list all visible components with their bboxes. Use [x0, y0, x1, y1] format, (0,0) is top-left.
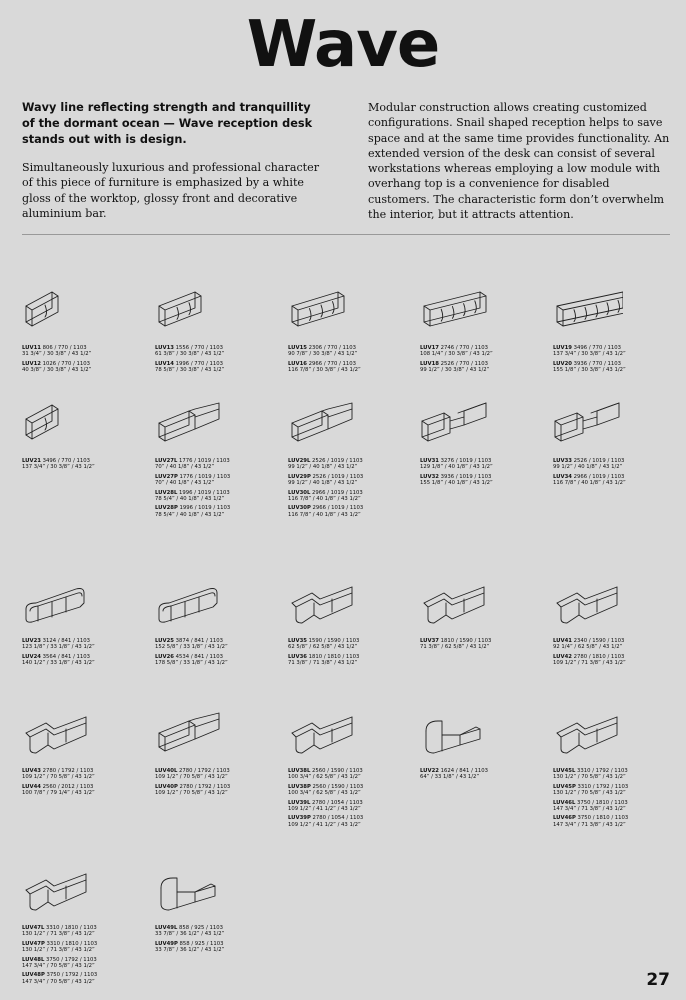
desk-illustration-icon	[22, 862, 92, 918]
model-code: LUV19	[553, 345, 572, 351]
spec-entry	[553, 345, 685, 358]
product-item	[22, 862, 154, 988]
spec-entry	[22, 784, 154, 797]
model-code: LUV20	[553, 360, 572, 367]
product-specs	[420, 458, 552, 487]
metric-dimensions: 3310 / 1810 / 1103	[46, 940, 98, 947]
model-code: LUV21	[22, 458, 41, 464]
desk-illustration-icon	[553, 395, 623, 451]
desk-illustration-icon	[288, 282, 358, 338]
imperial-dimensions: 70” / 40 1/8” / 43 1/2”	[155, 464, 215, 471]
spec-entry	[22, 345, 154, 358]
spec-entry	[22, 654, 154, 667]
model-code: LUV16	[288, 360, 307, 367]
spec-entry	[155, 490, 287, 503]
model-code: LUV27L	[155, 458, 178, 464]
desk-illustration-icon	[22, 705, 92, 761]
product-item	[155, 395, 287, 521]
imperial-dimensions: 178 5/8” / 33 1/8” / 43 1/2”	[155, 660, 228, 667]
model-code: LUV47P	[22, 940, 45, 947]
imperial-dimensions: 62 5/8” / 62 5/8” / 43 1/2”	[288, 644, 358, 651]
metric-dimensions: 2780 / 1792 / 1103	[179, 768, 230, 774]
product-item	[22, 575, 154, 670]
imperial-dimensions: 123 1/8” / 33 1/8” / 43 1/2”	[22, 644, 95, 651]
spec-entry	[288, 458, 420, 471]
desk-illustration-icon	[420, 575, 490, 631]
imperial-dimensions: 71 3/8” / 62 5/8” / 43 1/2”	[420, 644, 490, 651]
imperial-dimensions: 99 1/2” / 40 1/8” / 43 1/2”	[553, 464, 623, 471]
metric-dimensions: 1624 / 841 / 1103	[440, 768, 489, 774]
metric-dimensions: 1810 / 1810 / 1103	[308, 653, 360, 660]
spec-entry	[155, 941, 287, 954]
product-specs	[288, 458, 420, 518]
model-code: LUV28P	[155, 505, 178, 512]
spec-entry	[288, 654, 420, 667]
spec-entry	[420, 768, 552, 781]
product-specs	[420, 638, 552, 651]
model-code: LUV48L	[22, 956, 45, 963]
product-specs	[420, 768, 552, 781]
model-code: LUV40P	[155, 783, 178, 790]
imperial-dimensions: 33 7/8” / 36 1/2” / 43 1/2”	[155, 931, 225, 938]
model-code: LUV48P	[22, 972, 45, 979]
metric-dimensions: 1996 / 1019 / 1103	[179, 489, 230, 496]
imperial-dimensions: 100 3/4” / 62 5/8” / 43 1/2”	[288, 774, 361, 781]
spec-entry	[553, 800, 685, 813]
product-specs	[553, 768, 685, 828]
spec-entry	[553, 654, 685, 667]
metric-dimensions: 2340 / 1590 / 1103	[573, 638, 625, 644]
imperial-dimensions: 109 1/2” / 41 1/2” / 43 1/2”	[288, 821, 361, 828]
product-item	[288, 395, 420, 521]
model-code: LUV49P	[155, 940, 178, 947]
product-specs	[155, 458, 287, 518]
metric-dimensions: 3496 / 770 / 1103	[42, 458, 91, 464]
product-specs	[553, 638, 685, 667]
metric-dimensions: 3310 / 1792 / 1103	[577, 768, 628, 774]
model-code: LUV27P	[155, 473, 178, 480]
spec-entry	[553, 638, 685, 651]
imperial-dimensions: 130 1/2” / 70 5/8” / 43 1/2”	[553, 790, 626, 797]
spec-entry	[553, 768, 685, 781]
product-specs	[22, 925, 154, 985]
model-code: LUV42	[553, 653, 572, 660]
spec-entry	[288, 638, 420, 651]
imperial-dimensions: 147 3/4” / 71 3/8” / 43 1/2”	[553, 806, 626, 813]
model-code: LUV26	[155, 653, 174, 660]
spec-entry	[420, 474, 552, 487]
page-title: Wave	[246, 8, 440, 82]
model-code: LUV28L	[155, 489, 178, 496]
imperial-dimensions: 71 3/8” / 71 3/8” / 43 1/2”	[288, 660, 358, 667]
imperial-dimensions: 61 3/8” / 30 3/8” / 43 1/2”	[155, 351, 225, 358]
product-item	[22, 282, 154, 377]
model-code: LUV23	[22, 638, 41, 644]
metric-dimensions: 2780 / 1792 / 1103	[179, 783, 231, 790]
model-code: LUV47L	[22, 925, 45, 931]
product-specs	[155, 925, 287, 954]
spec-entry	[553, 474, 685, 487]
imperial-dimensions: 100 3/4” / 62 5/8” / 43 1/2”	[288, 790, 361, 797]
intro-right-column	[368, 100, 670, 222]
spec-entry	[155, 361, 287, 374]
intro-left-column	[22, 100, 327, 221]
model-code: LUV31	[420, 458, 439, 464]
product-item	[420, 282, 552, 377]
imperial-dimensions: 147 3/4” / 70 5/8” / 43 1/2”	[22, 963, 95, 970]
metric-dimensions: 858 / 925 / 1103	[179, 940, 224, 947]
metric-dimensions: 2746 / 770 / 1103	[440, 345, 489, 351]
metric-dimensions: 1556 / 770 / 1103	[175, 345, 224, 351]
model-code: LUV44	[22, 783, 41, 790]
desk-illustration-icon	[288, 705, 358, 761]
desk-illustration-icon	[553, 282, 623, 338]
model-code: LUV30L	[288, 489, 311, 496]
model-code: LUV36	[288, 653, 307, 660]
desk-illustration-icon	[288, 575, 358, 631]
imperial-dimensions: 137 3/4” / 30 3/8” / 43 1/2”	[22, 464, 95, 471]
metric-dimensions: 1776 / 1019 / 1103	[179, 458, 230, 464]
metric-dimensions: 3750 / 1792 / 1103	[46, 972, 98, 979]
metric-dimensions: 4534 / 841 / 1103	[175, 653, 224, 660]
desk-illustration-icon	[22, 395, 92, 451]
imperial-dimensions: 116 7/8” / 40 1/8” / 43 1/2”	[288, 511, 361, 518]
product-item	[155, 282, 287, 377]
product-item	[420, 705, 552, 784]
desk-illustration-icon	[155, 705, 225, 761]
spec-entry	[155, 474, 287, 487]
metric-dimensions: 3496 / 770 / 1103	[573, 345, 622, 351]
metric-dimensions: 2306 / 770 / 1103	[308, 345, 357, 351]
imperial-dimensions: 147 3/4” / 71 3/8” / 43 1/2”	[553, 821, 626, 828]
metric-dimensions: 3124 / 841 / 1103	[42, 638, 91, 644]
spec-entry	[22, 941, 154, 954]
spec-entry	[22, 361, 154, 374]
metric-dimensions: 1776 / 1019 / 1103	[179, 473, 231, 480]
model-code: LUV45P	[553, 783, 576, 790]
metric-dimensions: 2966 / 770 / 1103	[308, 360, 357, 367]
metric-dimensions: 2780 / 1054 / 1103	[312, 815, 364, 822]
spec-entry	[288, 490, 420, 503]
model-code: LUV33	[553, 458, 572, 464]
model-code: LUV29L	[288, 458, 311, 464]
model-code: LUV13	[155, 345, 174, 351]
intro-lead: Wavy line reflecting strength and tranquillity of the dormant ocean — Wave reception desk stands out with is design.	[22, 101, 313, 146]
spec-entry	[420, 361, 552, 374]
product-item	[553, 575, 685, 670]
model-code: LUV32	[420, 473, 439, 480]
metric-dimensions: 2966 / 1019 / 1103	[573, 473, 625, 480]
imperial-dimensions: 33 7/8” / 36 1/2” / 43 1/2”	[155, 947, 225, 954]
spec-entry	[155, 784, 287, 797]
model-code: LUV34	[553, 473, 572, 480]
imperial-dimensions: 78 5/4” / 40 1/8” / 43 1/2”	[155, 511, 225, 518]
metric-dimensions: 3310 / 1792 / 1103	[577, 783, 629, 790]
desk-illustration-icon	[420, 395, 490, 451]
product-specs	[22, 768, 154, 797]
metric-dimensions: 3276 / 1019 / 1103	[440, 458, 492, 464]
desk-illustration-icon	[155, 575, 225, 631]
model-code: LUV22	[420, 768, 439, 774]
desk-illustration-icon	[22, 282, 92, 338]
spec-entry	[420, 638, 552, 651]
desk-illustration-icon	[288, 395, 358, 451]
metric-dimensions: 2966 / 1019 / 1103	[312, 505, 364, 512]
metric-dimensions: 2560 / 1590 / 1103	[312, 783, 364, 790]
imperial-dimensions: 90 7/8” / 30 3/8” / 43 1/2”	[288, 351, 358, 358]
model-code: LUV17	[420, 345, 439, 351]
imperial-dimensions: 147 3/4” / 70 5/8” / 43 1/2”	[22, 978, 95, 985]
imperial-dimensions: 78 5/4” / 40 1/8” / 43 1/2”	[155, 496, 225, 503]
product-item	[288, 705, 420, 831]
imperial-dimensions: 155 1/8” / 30 3/8” / 43 1/2”	[553, 367, 626, 374]
metric-dimensions: 806 / 770 / 1103	[42, 345, 87, 351]
model-code: LUV39L	[288, 799, 311, 806]
divider	[22, 234, 670, 235]
spec-entry	[22, 972, 154, 985]
model-code: LUV12	[22, 360, 41, 367]
product-item	[155, 705, 287, 800]
imperial-dimensions: 109 1/2” / 70 5/8” / 43 1/2”	[155, 774, 228, 781]
imperial-dimensions: 109 1/2” / 70 5/8” / 43 1/2”	[155, 790, 228, 797]
product-specs	[22, 638, 154, 667]
model-code: LUV15	[288, 345, 307, 351]
imperial-dimensions: 116 7/8” / 30 3/8” / 43 1/2”	[288, 367, 361, 374]
model-code: LUV39P	[288, 815, 311, 822]
model-code: LUV46L	[553, 799, 576, 806]
spec-entry	[288, 815, 420, 828]
spec-entry	[155, 768, 287, 781]
desk-illustration-icon	[553, 705, 623, 761]
page-number: 27	[646, 970, 670, 990]
product-item	[22, 705, 154, 800]
metric-dimensions: 2526 / 1019 / 1103	[573, 458, 625, 464]
metric-dimensions: 1996 / 1019 / 1103	[179, 505, 231, 512]
model-code: LUV40L	[155, 768, 178, 774]
imperial-dimensions: 31 3/4” / 30 3/8” / 43 1/2”	[22, 351, 92, 358]
metric-dimensions: 3874 / 841 / 1103	[175, 638, 224, 644]
metric-dimensions: 2526 / 1019 / 1103	[312, 458, 363, 464]
metric-dimensions: 1996 / 770 / 1103	[175, 360, 224, 367]
model-code: LUV46P	[553, 815, 576, 822]
imperial-dimensions: 99 1/2” / 40 1/8” / 43 1/2”	[288, 480, 358, 487]
imperial-dimensions: 109 1/2” / 41 1/2” / 43 1/2”	[288, 806, 361, 813]
desk-illustration-icon	[553, 575, 623, 631]
spec-entry	[22, 638, 154, 651]
product-item	[155, 575, 287, 670]
product-specs	[155, 345, 287, 374]
model-code: LUV25	[155, 638, 174, 644]
metric-dimensions: 1026 / 770 / 1103	[42, 360, 91, 367]
metric-dimensions: 1810 / 1590 / 1103	[440, 638, 492, 644]
model-code: LUV45L	[553, 768, 576, 774]
model-code: LUV18	[420, 360, 439, 367]
metric-dimensions: 3310 / 1810 / 1103	[46, 925, 97, 931]
desk-illustration-icon	[155, 395, 225, 451]
metric-dimensions: 2526 / 1019 / 1103	[312, 473, 364, 480]
imperial-dimensions: 116 7/8” / 40 1/8” / 43 1/2”	[553, 480, 626, 487]
imperial-dimensions: 155 1/8” / 40 1/8” / 43 1/2”	[420, 480, 493, 487]
product-item	[420, 575, 552, 654]
spec-entry	[288, 800, 420, 813]
spec-entry	[288, 361, 420, 374]
desk-illustration-icon	[420, 705, 490, 761]
model-code: LUV11	[22, 345, 41, 351]
imperial-dimensions: 64” / 33 1/8” / 43 1/2”	[420, 774, 480, 781]
spec-entry	[22, 957, 154, 970]
metric-dimensions: 2526 / 770 / 1103	[440, 360, 489, 367]
spec-entry	[420, 458, 552, 471]
model-code: LUV30P	[288, 505, 311, 512]
spec-entry	[22, 768, 154, 781]
imperial-dimensions: 108 1/4” / 30 3/8” / 43 1/2”	[420, 351, 493, 358]
metric-dimensions: 3936 / 1019 / 1103	[440, 473, 492, 480]
imperial-dimensions: 109 1/2” / 70 5/8” / 43 1/2”	[22, 774, 95, 781]
product-specs	[553, 345, 685, 374]
model-code: LUV24	[22, 653, 41, 660]
imperial-dimensions: 109 1/2” / 71 3/8” / 43 1/2”	[553, 660, 626, 667]
product-item	[288, 575, 420, 670]
imperial-dimensions: 130 1/2” / 70 5/8” / 43 1/2”	[553, 774, 626, 781]
metric-dimensions: 3936 / 770 / 1103	[573, 360, 622, 367]
model-code: LUV35	[288, 638, 307, 644]
spec-entry	[288, 768, 420, 781]
metric-dimensions: 1590 / 1590 / 1103	[308, 638, 360, 644]
spec-entry	[553, 815, 685, 828]
model-code: LUV49L	[155, 925, 178, 931]
spec-entry	[553, 361, 685, 374]
imperial-dimensions: 99 1/2” / 40 1/8” / 43 1/2”	[288, 464, 358, 471]
imperial-dimensions: 78 5/8” / 30 3/8” / 43 1/2”	[155, 367, 225, 374]
spec-entry	[288, 345, 420, 358]
metric-dimensions: 2560 / 2012 / 1103	[42, 783, 94, 790]
spec-entry	[22, 458, 154, 471]
metric-dimensions: 2780 / 1792 / 1103	[42, 768, 94, 774]
spec-entry	[155, 505, 287, 518]
spec-entry	[155, 925, 287, 938]
imperial-dimensions: 100 7/8” / 79 1/4” / 43 1/2”	[22, 790, 95, 797]
product-specs	[22, 458, 154, 471]
metric-dimensions: 3750 / 1810 / 1103	[577, 799, 628, 806]
product-item	[288, 282, 420, 377]
product-item	[553, 395, 685, 490]
metric-dimensions: 858 / 925 / 1103	[179, 925, 224, 931]
metric-dimensions: 2780 / 1810 / 1103	[573, 653, 625, 660]
product-item	[22, 395, 154, 474]
product-specs	[420, 345, 552, 374]
model-code: LUV38L	[288, 768, 311, 774]
desk-illustration-icon	[22, 575, 92, 631]
spec-entry	[553, 458, 685, 471]
spec-entry	[155, 638, 287, 651]
product-item	[155, 862, 287, 957]
product-specs	[553, 458, 685, 487]
imperial-dimensions: 152 5/8” / 33 1/8” / 43 1/2”	[155, 644, 228, 651]
desk-illustration-icon	[155, 862, 225, 918]
desk-illustration-icon	[155, 282, 225, 338]
product-specs	[155, 638, 287, 667]
product-specs	[288, 638, 420, 667]
imperial-dimensions: 140 1/2” / 33 1/8” / 43 1/2”	[22, 660, 95, 667]
model-code: LUV14	[155, 360, 174, 367]
desk-illustration-icon	[420, 282, 490, 338]
imperial-dimensions: 130 1/2” / 71 3/8” / 43 1/2”	[22, 947, 95, 954]
product-item	[420, 395, 552, 490]
spec-entry	[155, 654, 287, 667]
product-item	[553, 282, 685, 377]
model-code: LUV37	[420, 638, 439, 644]
imperial-dimensions: 92 1/4” / 62 5/8” / 43 1/2”	[553, 644, 623, 651]
product-specs	[288, 768, 420, 828]
product-specs	[288, 345, 420, 374]
imperial-dimensions: 137 3/4” / 30 3/8” / 43 1/2”	[553, 351, 626, 358]
metric-dimensions: 2966 / 1019 / 1103	[312, 489, 363, 496]
metric-dimensions: 3564 / 841 / 1103	[42, 653, 91, 660]
product-specs	[155, 768, 287, 797]
spec-entry	[288, 505, 420, 518]
intro-right-body: Modular construction allows creating customized configurations. Snail shaped reception helps to save space and at the same time provides functionality. An extended version of the desk can consist of several workstations whereas employing a low module with overhang top is a convenience for disabled customers. The characteristic form don’t overwhelm the interior, but it attracts attention.	[368, 101, 670, 222]
imperial-dimensions: 99 1/2” / 30 3/8” / 43 1/2”	[420, 367, 490, 374]
imperial-dimensions: 130 1/2” / 71 3/8” / 43 1/2”	[22, 931, 95, 938]
model-code: LUV38P	[288, 783, 311, 790]
imperial-dimensions: 40 3/8” / 30 3/8” / 43 1/2”	[22, 367, 92, 374]
model-code: LUV29P	[288, 473, 311, 480]
spec-entry	[288, 784, 420, 797]
spec-entry	[155, 345, 287, 358]
imperial-dimensions: 116 7/8” / 40 1/8” / 43 1/2”	[288, 496, 361, 503]
product-item	[553, 705, 685, 831]
model-code: LUV41	[553, 638, 572, 644]
spec-entry	[288, 474, 420, 487]
metric-dimensions: 3750 / 1810 / 1103	[577, 815, 629, 822]
metric-dimensions: 2560 / 1590 / 1103	[312, 768, 363, 774]
metric-dimensions: 3750 / 1792 / 1103	[46, 956, 97, 963]
spec-entry	[155, 458, 287, 471]
spec-entry	[553, 784, 685, 797]
spec-entry	[22, 925, 154, 938]
imperial-dimensions: 129 1/8” / 40 1/8” / 43 1/2”	[420, 464, 493, 471]
metric-dimensions: 2780 / 1054 / 1103	[312, 799, 363, 806]
imperial-dimensions: 70” / 40 1/8” / 43 1/2”	[155, 480, 215, 487]
product-specs	[22, 345, 154, 374]
model-code: LUV43	[22, 768, 41, 774]
intro-left-body: Simultaneously luxurious and professional character of this piece of furniture is emphasized by a white gloss of the worktop, glossy front and decorative aluminium bar.	[22, 161, 320, 220]
spec-entry	[420, 345, 552, 358]
